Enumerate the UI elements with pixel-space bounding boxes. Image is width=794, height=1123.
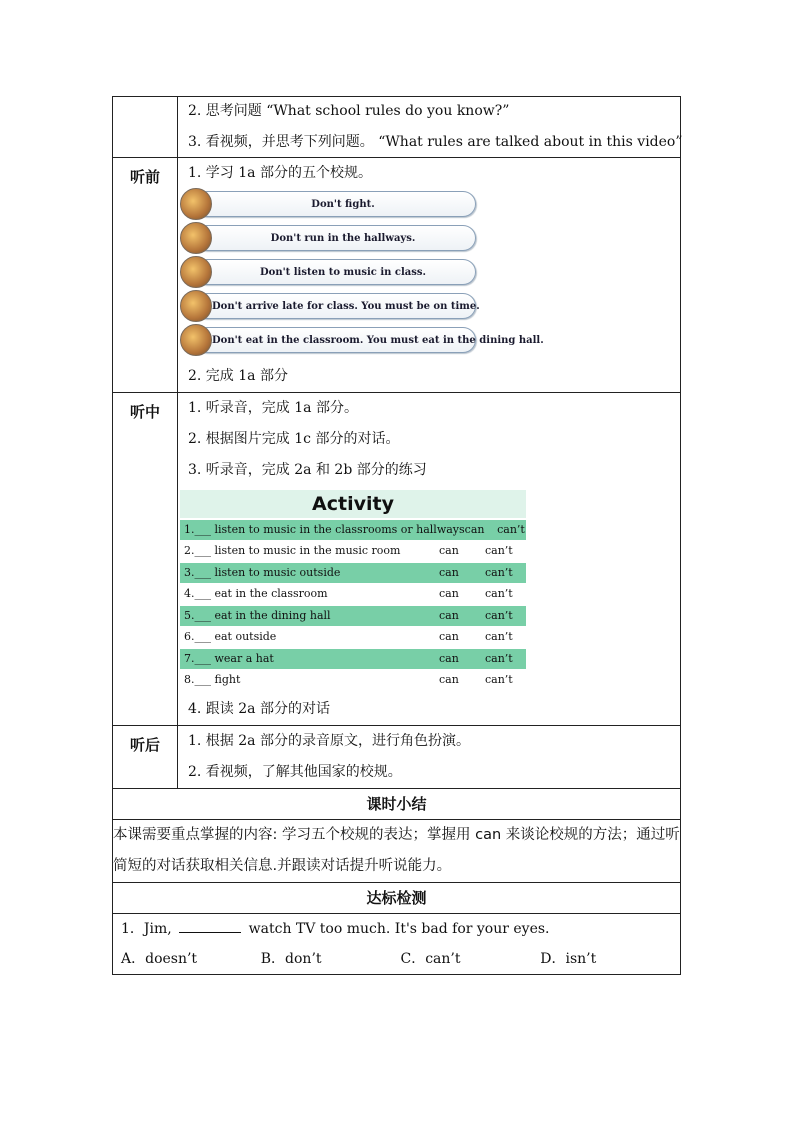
summary-title: 课时小结 (113, 789, 681, 820)
during-listening-label: 听中 (113, 393, 178, 726)
cant-option[interactable]: can’t (485, 608, 513, 622)
cant-option[interactable]: can’t (485, 651, 513, 665)
option-c[interactable]: C．can’t (400, 951, 461, 967)
fight-picture-icon (180, 188, 212, 220)
test-title-row (113, 883, 681, 914)
after-step-2: 2. 看视频，了解其他国家的校规。 (188, 764, 402, 780)
activity-title: Activity (180, 490, 526, 518)
school-rules-image (178, 189, 680, 363)
activity-item-text: 4.___ eat in the classroom (184, 587, 328, 600)
can-option[interactable]: can (439, 630, 459, 643)
rule-text: Don't fight. (311, 198, 375, 210)
activity-row (180, 584, 526, 604)
during-step-4: 4. 跟读 2a 部分的对话 (188, 701, 330, 717)
intro-video-line: 3. 看视频，并思考下列问题。 “What rules are talked about in this video” (188, 134, 683, 150)
test-question-cell (113, 914, 681, 975)
during-listening-row (113, 393, 681, 726)
run-picture-icon (180, 222, 212, 254)
before-listening-row (113, 158, 681, 393)
question-1-stem-end: watch TV too much. It's bad for your eyes. (248, 921, 550, 937)
lesson-plan-document (112, 96, 681, 975)
option-b[interactable]: B．don’t (260, 951, 322, 967)
activity-item-text: 5.___ eat in the dining hall (184, 608, 331, 622)
activity-row (180, 649, 526, 669)
activity-item-text: 7.___ wear a hat (184, 651, 274, 665)
activity-row (180, 606, 526, 626)
after-listening-label: 听后 (113, 726, 178, 789)
eat-picture-icon (180, 324, 212, 356)
intro-label-cell (113, 97, 178, 158)
cant-option[interactable]: can’t (485, 565, 513, 579)
activity-rows (180, 520, 526, 691)
rule-pill (180, 225, 474, 251)
before-listening-label: 听前 (113, 158, 178, 393)
rule-text: Don't listen to music in class. (259, 266, 426, 278)
intro-row (113, 97, 681, 158)
intro-content-cell (178, 97, 681, 158)
cant-option[interactable]: can’t (485, 673, 513, 686)
activity-row (180, 670, 526, 690)
after-listening-row (113, 726, 681, 789)
cant-option[interactable]: can’t (485, 587, 513, 600)
summary-text-row (113, 820, 681, 883)
cant-option[interactable]: can’t (485, 630, 513, 643)
activity-row (180, 563, 526, 583)
rule-text: Don't arrive late for class. You must be on time. (212, 300, 480, 312)
during-step-1: 1. 听录音，完成 1a 部分。 (188, 400, 358, 416)
test-question-row (113, 914, 681, 975)
question-1-options (113, 944, 680, 974)
question-1-stem-start: 1．Jim, (121, 921, 172, 937)
cant-option[interactable]: can’t (485, 544, 513, 557)
before-step-2: 2. 完成 1a 部分 (188, 368, 288, 384)
activity-item-text: 3.___ listen to music outside (184, 565, 341, 579)
activity-item-text: 6.___ eat outside (184, 630, 277, 643)
activity-row (180, 541, 526, 561)
option-a[interactable]: A．doesn’t (121, 951, 198, 967)
rule-text: Don't eat in the classroom. You must eat in the dining hall. (212, 334, 544, 346)
summary-text: 本课需要重点掌握的内容: 学习五个校规的表达；掌握用 can 来谈论校规的方法；通过听简短的对话获取相关信息.并跟读对话提升听说能力。 (113, 820, 681, 883)
can-option[interactable]: can (439, 544, 459, 557)
option-d[interactable]: D．isn’t (540, 951, 597, 967)
activity-item-text: 1.___ listen to music in the classrooms or hallways (184, 522, 465, 536)
after-listening-content (178, 726, 681, 789)
during-listening-content (178, 393, 681, 726)
music-picture-icon (180, 256, 212, 288)
rule-text: Don't run in the hallways. (270, 232, 416, 244)
can-option[interactable]: can (439, 565, 459, 579)
activity-table (180, 490, 526, 690)
can-option[interactable]: can (439, 651, 459, 665)
rule-pill (180, 259, 474, 285)
lesson-table (112, 96, 681, 975)
can-option[interactable]: can (464, 522, 485, 536)
rule-pill (180, 327, 544, 353)
rule-pill (180, 293, 480, 319)
during-step-3: 3. 听录音，完成 2a 和 2b 部分的练习 (188, 462, 427, 478)
cant-option[interactable]: can’t (497, 522, 525, 536)
summary-title-row (113, 789, 681, 820)
can-option[interactable]: can (439, 587, 459, 600)
before-step-1: 1. 学习 1a 部分的五个校规。 (188, 165, 372, 181)
activity-item-text: 8.___ fight (184, 673, 241, 686)
rule-pill (180, 191, 474, 217)
answer-blank[interactable] (179, 918, 241, 933)
activity-row (180, 520, 526, 540)
test-title: 达标检测 (113, 883, 681, 914)
during-step-2: 2. 根据图片完成 1c 部分的对话。 (188, 431, 400, 447)
can-option[interactable]: can (439, 673, 459, 686)
activity-item-text: 2.___ listen to music in the music room (184, 544, 401, 557)
can-option[interactable]: can (439, 608, 459, 622)
late-picture-icon (180, 290, 212, 322)
after-step-1: 1. 根据 2a 部分的录音原文，进行角色扮演。 (188, 733, 470, 749)
activity-row (180, 627, 526, 647)
intro-question-line: 2. 思考问题 “What school rules do you know?” (188, 103, 510, 119)
before-listening-content (178, 158, 681, 393)
question-1 (113, 914, 680, 944)
